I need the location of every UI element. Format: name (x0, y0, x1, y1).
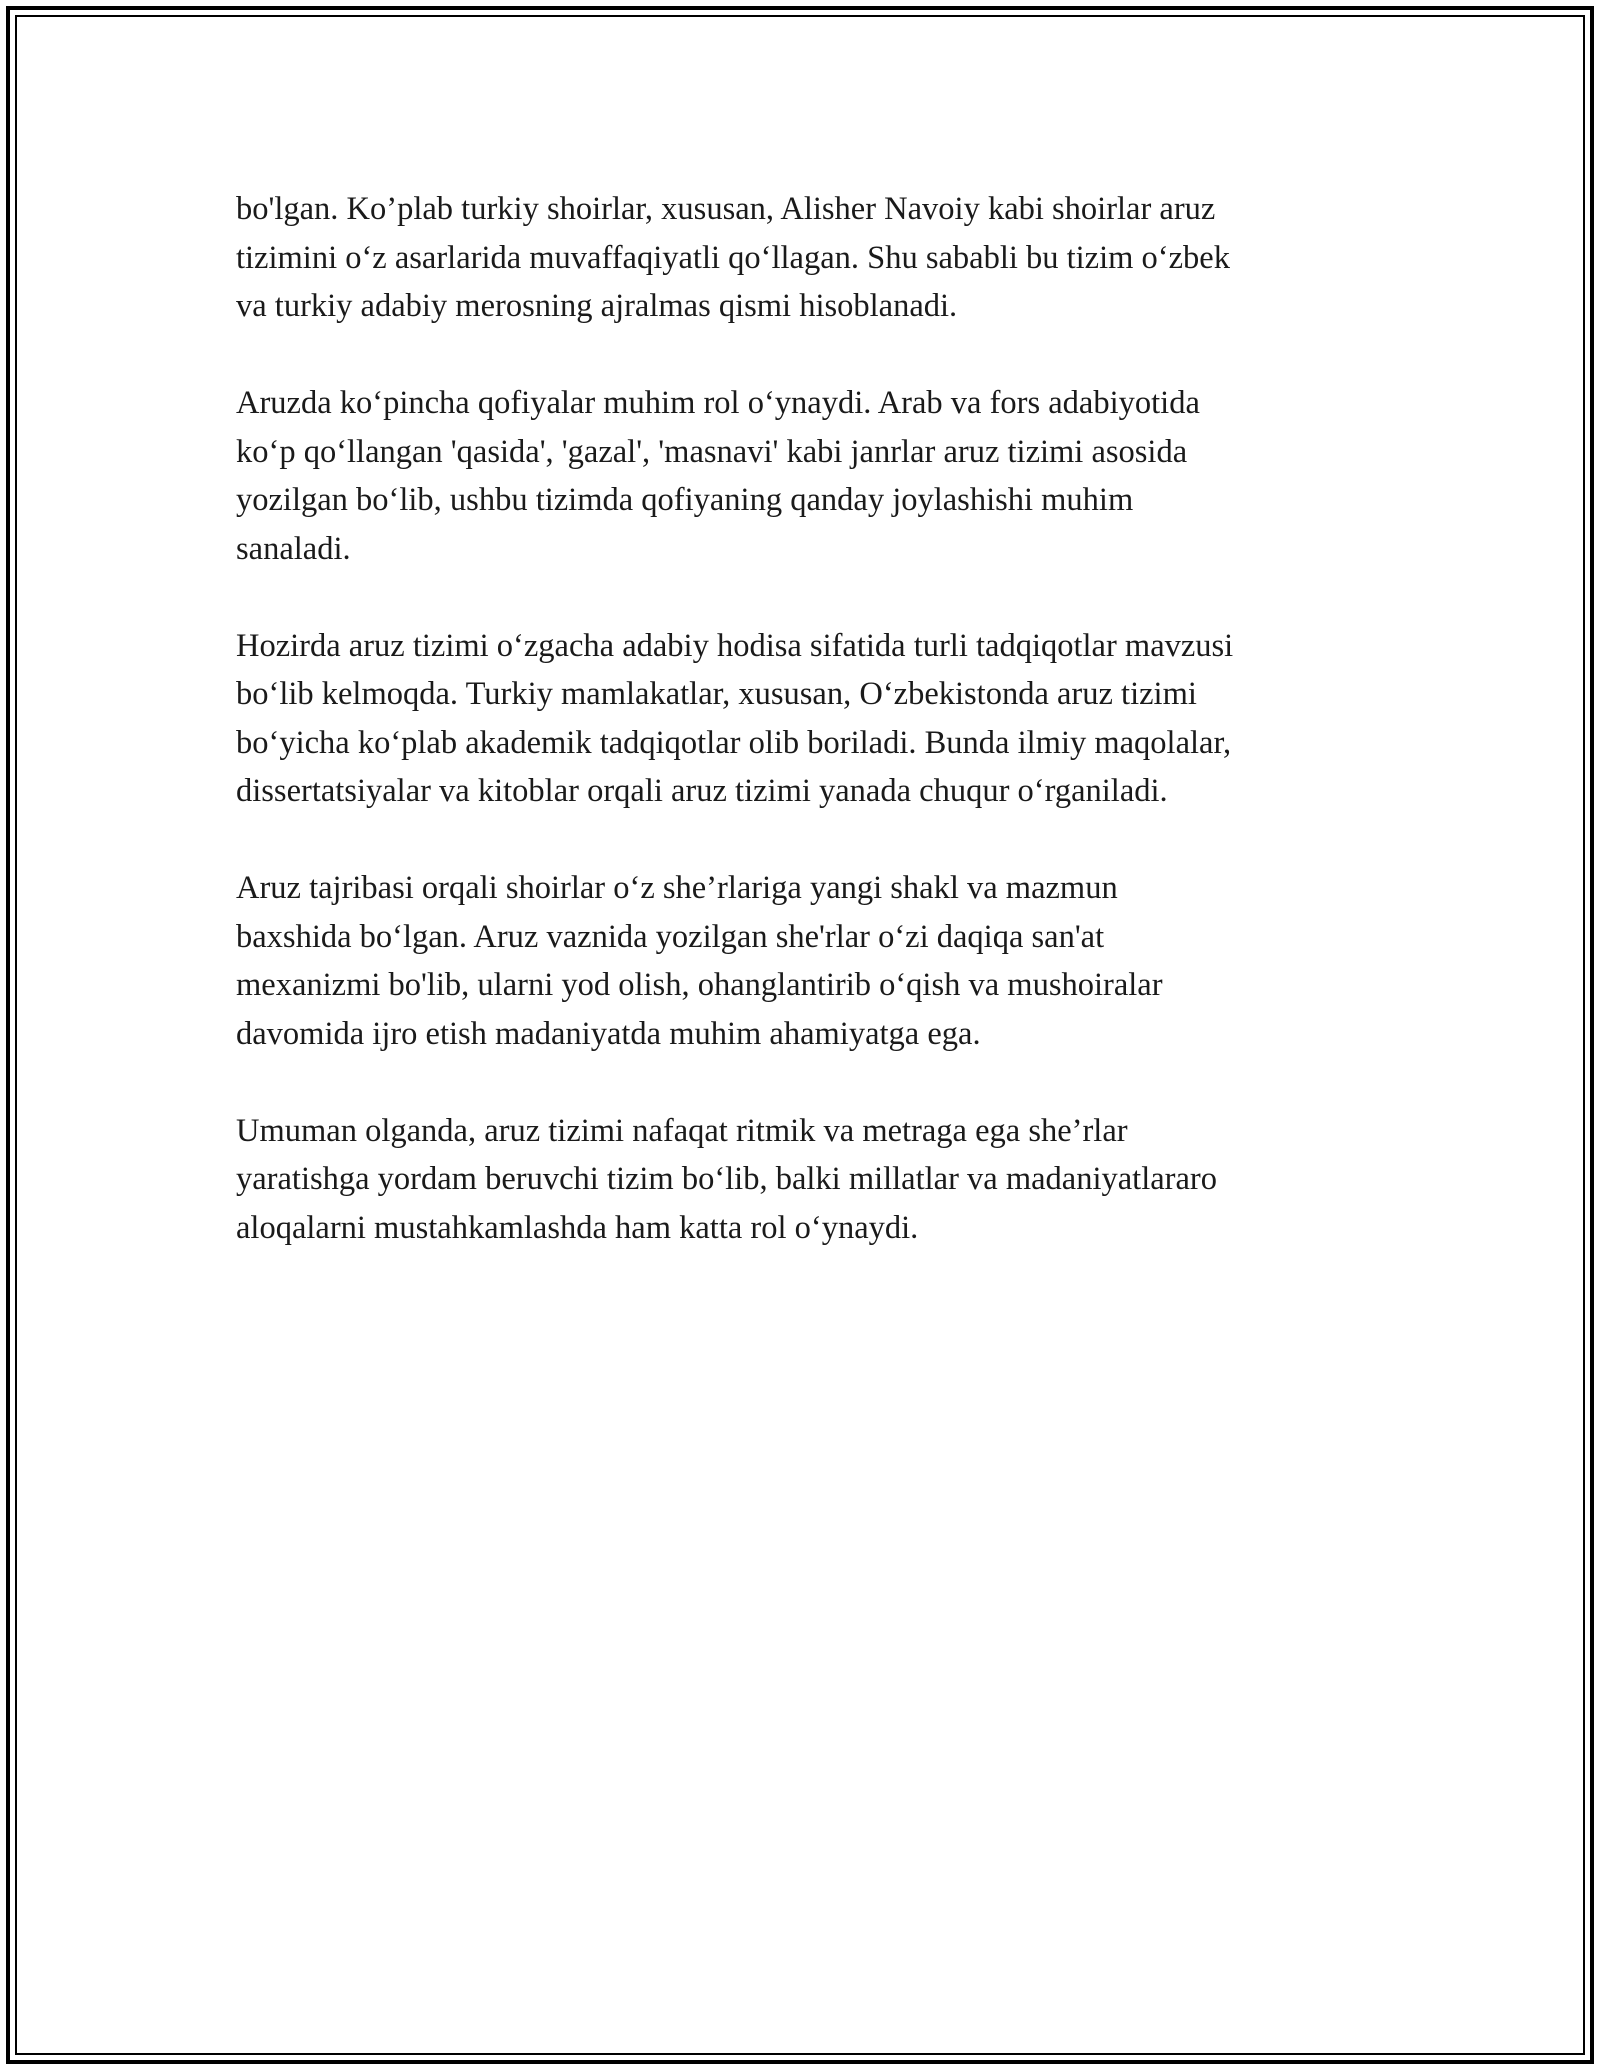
paragraph: Aruzda ko‘pincha qofiyalar muhim rol o‘ynaydi. Arab va fors adabiyotida ko‘p qo‘llangan 'qasida', 'gazal', 'masnavi' kabi janrlar aruz tizimi asosida yozilgan bo‘lib, ushbu tizimda qofiyaning qanday joylashishi muhim sanaladi. (236, 385, 1200, 567)
paragraph: Umuman olganda, aruz tizimi nafaqat ritmik va metraga ega she’rlar yaratishga yordam beruvchi tizim bo‘lib, balki millatlar va madaniyatlararo aloqalarni mustahkamlashda ham katta rol o‘ynaydi. (236, 1112, 1217, 1246)
document-body (236, 185, 1366, 1301)
paragraph: bo'lgan. Ko’plab turkiy shoirlar, xususan, Alisher Navoiy kabi shoirlar aruz tizimini o‘z asarlarida muvaffaqiyatli qo‘llagan. Shu sababli bu tizim o‘zbek va turkiy adabiy merosning ajralmas qismi hisoblanadi. (236, 191, 1230, 324)
paragraph: Hozirda aruz tizimi o‘zgacha adabiy hodisa sifatida turli tadqiqotlar mavzusi bo‘lib kelmoqda. Turkiy mamlakatlar, xususan, O‘zbekistonda aruz tizimi bo‘yicha ko‘plab akademik tadqiqotlar olib boriladi. Bunda ilmiy maqolalar, dissertatsiyalar va kitoblar orqali aruz tizimi yanada chuqur o‘rganiladi. (236, 627, 1234, 809)
paragraph: Aruz tajribasi orqali shoirlar o‘z she’rlariga yangi shakl va mazmun baxshida bo‘lgan. Aruz vaznida yozilgan she'rlar o‘zi daqiqa san'at mexanizmi bo'lib, ularni yod olish, ohanglantirib o‘qish va mushoiralar davomida ijro etish madaniyatda muhim ahamiyatga ega. (236, 870, 1163, 1052)
